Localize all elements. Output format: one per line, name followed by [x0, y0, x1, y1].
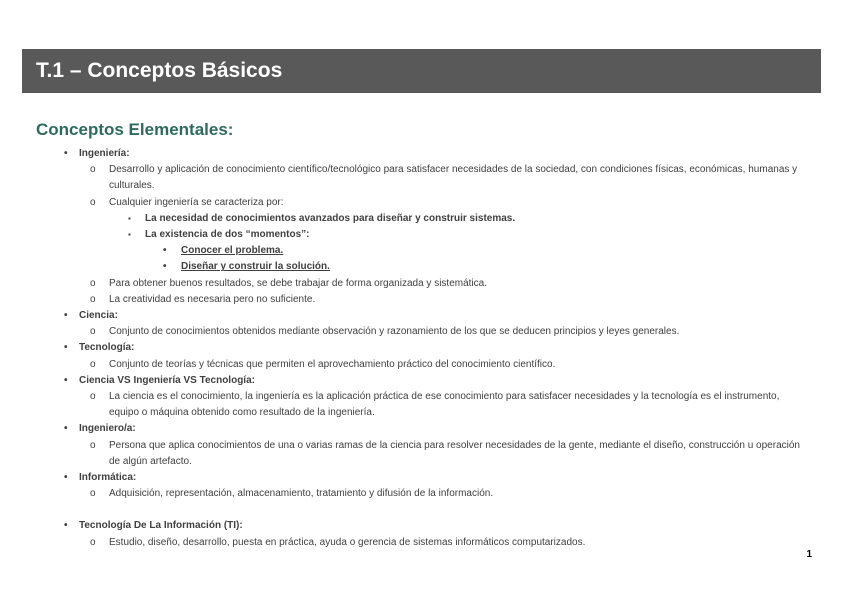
definition-text: Diseñar y construir la solución.	[181, 261, 330, 273]
list-item-informatica	[0, 470, 848, 486]
bullet-marker: o	[90, 277, 96, 289]
definition-text: Cualquier ingeniería se caracteriza por:	[109, 196, 284, 208]
definition-text: Estudio, diseño, desarrollo, puesta en práctica, ayuda o gerencia de sistemas informáticos computarizados.	[109, 536, 586, 548]
list-item	[0, 259, 848, 275]
definition-text: La existencia de dos “momentos”:	[145, 229, 310, 241]
bullet-marker: •	[163, 245, 167, 257]
term-label: Ingeniero/a:	[79, 423, 136, 435]
term-label: Ingeniería:	[79, 148, 130, 159]
bullet-marker: •	[64, 374, 68, 386]
list-item	[0, 324, 848, 340]
list-item-tecnologia	[0, 340, 848, 356]
definition-text: Persona que aplica conocimientos de una o varias ramas de la ciencia para resolver necesidades de la gente, mediante el diseño, construcción u operación de algún artefacto.	[109, 439, 800, 467]
list-item	[0, 211, 848, 227]
definition-text: Adquisición, representación, almacenamiento, tratamiento y difusión de la información.	[109, 488, 494, 500]
bullet-marker: •	[64, 310, 68, 322]
concept-list	[0, 146, 848, 551]
list-item	[0, 195, 848, 211]
list-item	[0, 162, 848, 194]
list-item-comparacion	[0, 373, 848, 389]
page-title: T.1 – Conceptos Básicos	[22, 49, 821, 93]
term-label: Ciencia VS Ingeniería VS Tecnología:	[79, 374, 255, 386]
term-label: Ciencia:	[79, 310, 118, 322]
bullet-marker: •	[163, 261, 167, 273]
bullet-marker: o	[90, 164, 96, 176]
list-item	[0, 357, 848, 373]
definition-text: Conjunto de conocimientos obtenidos mediante observación y razonamiento de los que se deducen principios y leyes generales.	[109, 326, 680, 338]
bullet-marker: o	[90, 293, 96, 305]
list-item	[0, 389, 848, 421]
bullet-marker: •	[64, 472, 68, 484]
term-label: Tecnología:	[79, 342, 135, 354]
list-item-ingeniero	[0, 421, 848, 437]
definition-text: La ciencia es el conocimiento, la ingeniería es la aplicación práctica de ese conocimiento para satisfacer necesidades y la tecnología es el instrumento, equipo o máquina obtenido como resultado de la ingeniería.	[109, 391, 780, 419]
list-spacer	[0, 502, 848, 518]
definition-text: Conjunto de teorías y técnicas que permiten el aprovechamiento práctico del conocimiento científico.	[109, 358, 556, 370]
page-number: 1	[806, 549, 812, 560]
list-item	[0, 227, 848, 243]
section-heading: Conceptos Elementales:	[36, 120, 234, 139]
list-item	[0, 535, 848, 551]
bullet-marker: o	[90, 536, 96, 548]
term-label: Tecnología De La Información (TI):	[79, 520, 243, 532]
bullet-marker: o	[90, 326, 96, 338]
list-item-ciencia	[0, 308, 848, 324]
list-item	[0, 486, 848, 502]
definition-text: Conocer el problema.	[181, 245, 284, 257]
bullet-marker: •	[64, 520, 68, 532]
bullet-marker: ▪	[128, 230, 131, 240]
bullet-marker: •	[64, 423, 68, 435]
list-item	[0, 292, 848, 308]
bullet-marker: o	[90, 358, 96, 370]
bullet-marker: ▪	[128, 213, 131, 223]
list-item-ingenieria	[0, 146, 848, 162]
list-item	[0, 438, 848, 470]
definition-text: La necesidad de conocimientos avanzados para diseñar y construir sistemas.	[145, 212, 516, 224]
bullet-marker: •	[64, 148, 68, 159]
definition-text: La creatividad es necesaria pero no suficiente.	[109, 293, 316, 305]
bullet-marker: •	[64, 342, 68, 354]
definition-text: Para obtener buenos resultados, se debe trabajar de forma organizada y sistemática.	[109, 277, 487, 289]
bullet-marker: o	[90, 488, 96, 500]
list-item	[0, 243, 848, 259]
term-label: Informática:	[79, 472, 137, 484]
definition-text: Desarrollo y aplicación de conocimiento científico/tecnológico para satisfacer necesidades de la sociedad, con condiciones físicas, económicas, humanas y culturales.	[109, 164, 798, 192]
bullet-marker: o	[90, 391, 96, 403]
bullet-marker: o	[90, 439, 96, 451]
list-item	[0, 276, 848, 292]
bullet-marker: o	[90, 196, 96, 208]
list-item-ti	[0, 518, 848, 534]
